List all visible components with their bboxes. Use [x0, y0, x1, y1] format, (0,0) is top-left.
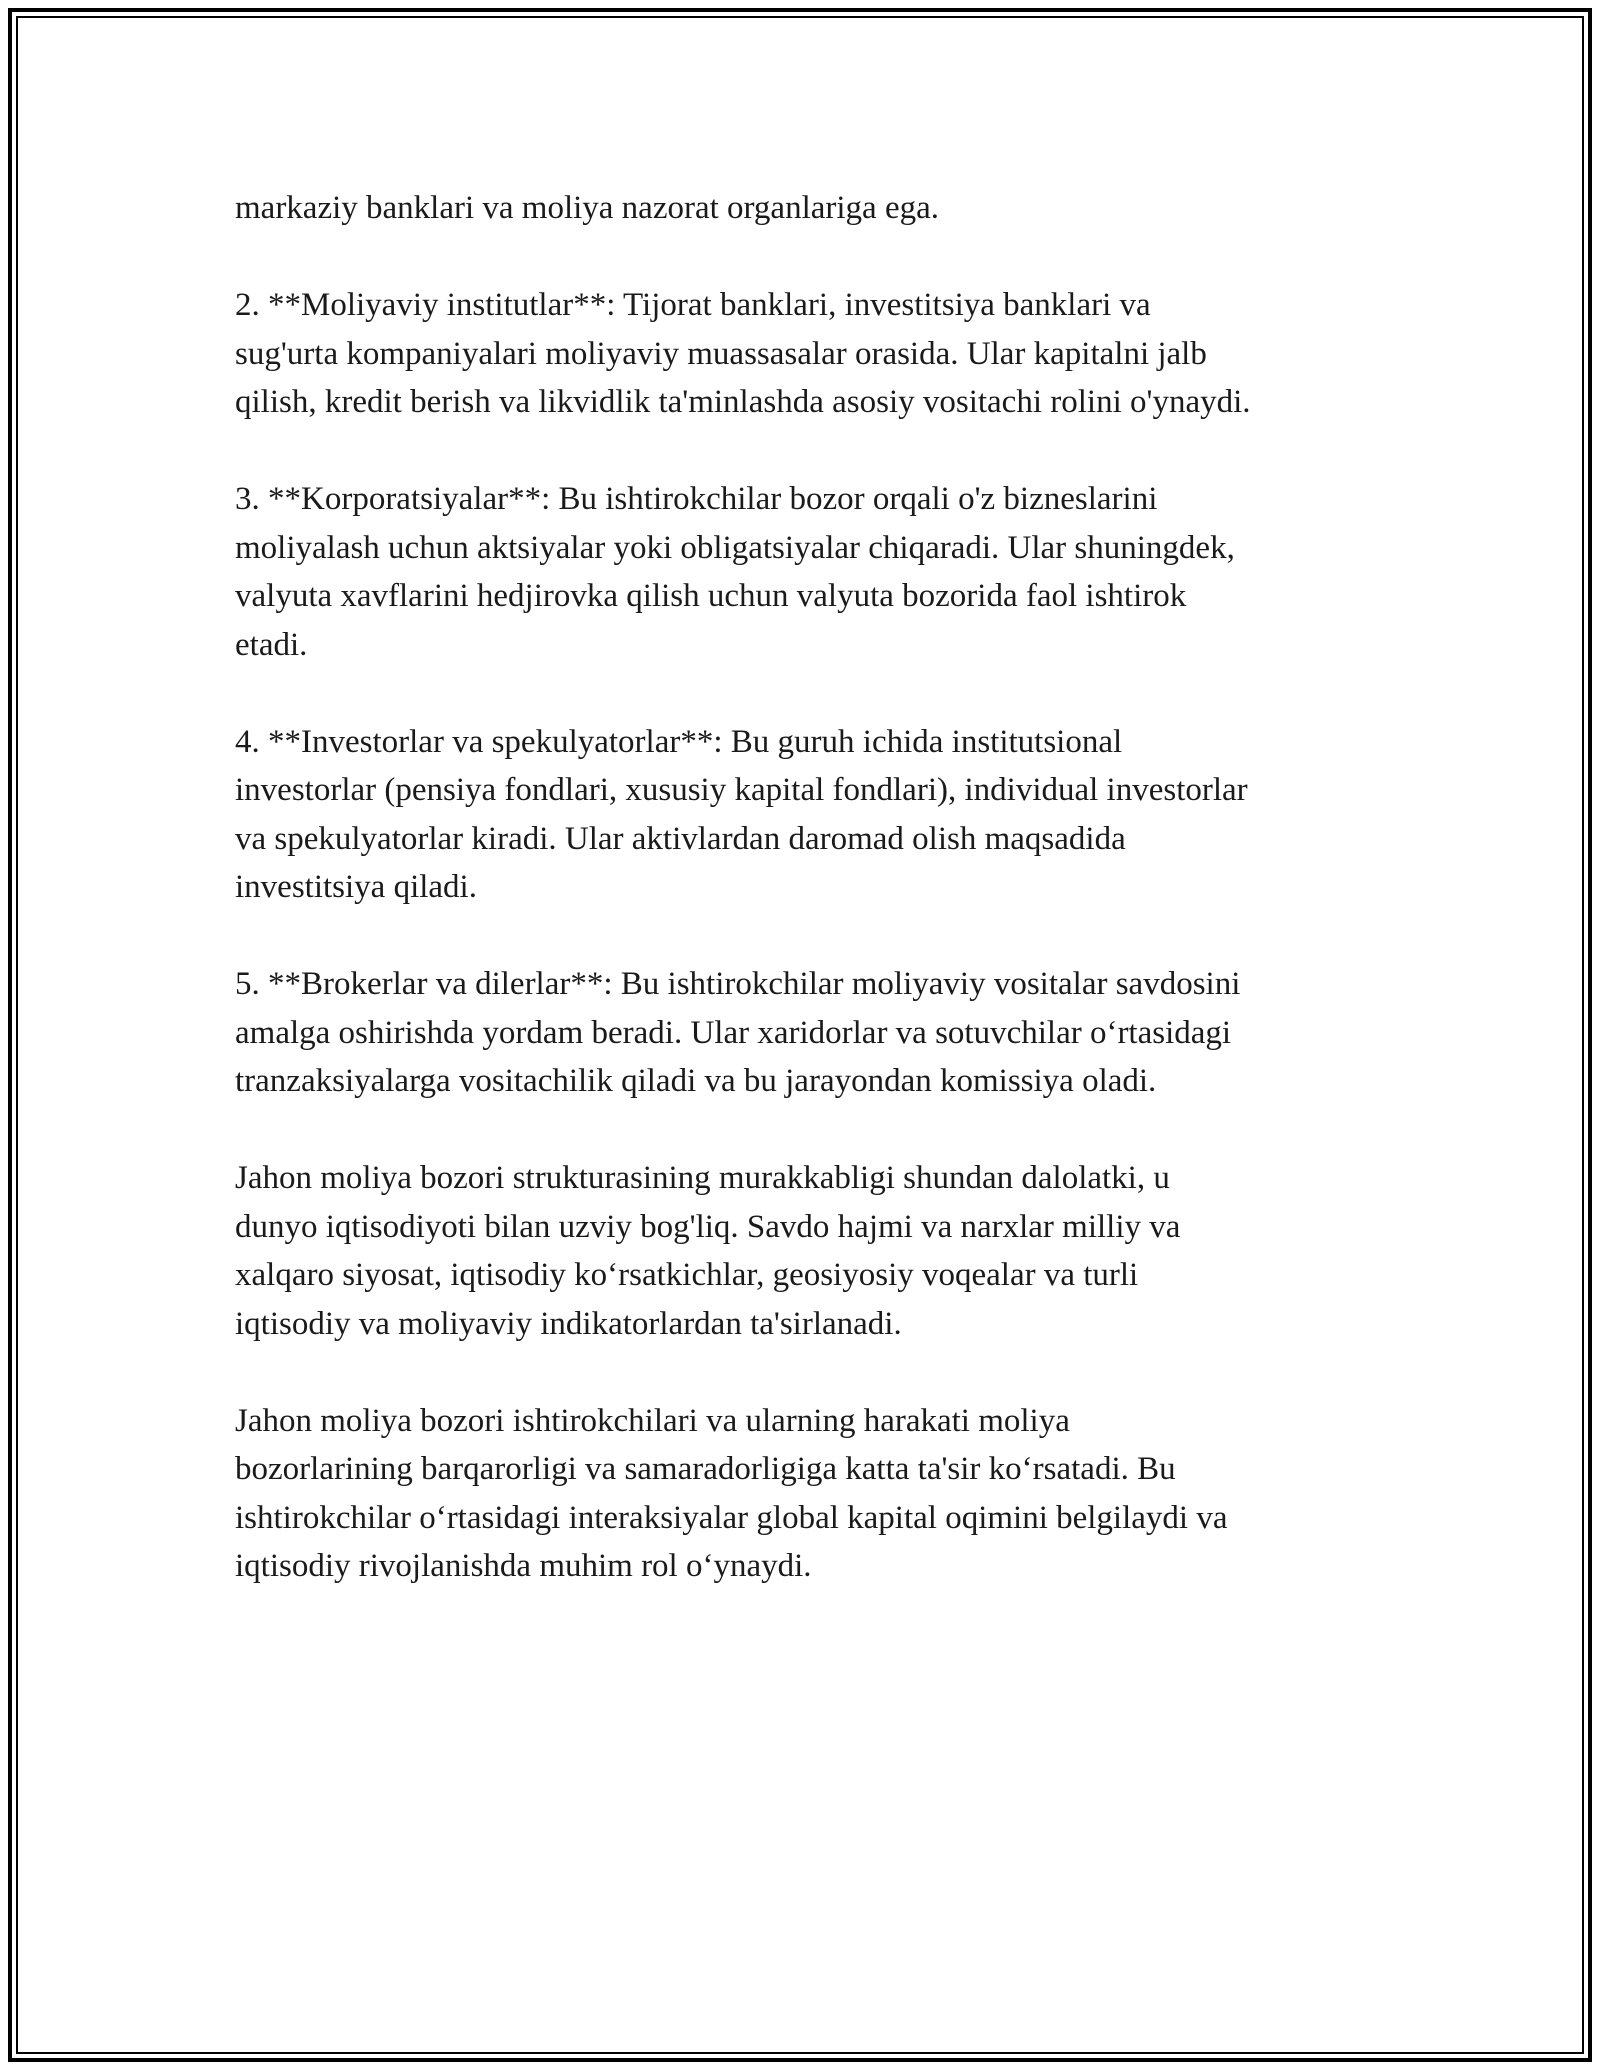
text-line: va spekulyatorlar kiradi. Ular aktivlardan daromad olish maqsadida: [235, 820, 1126, 857]
text-line: valyuta xavflarini hedjirovka qilish uchun valyuta bozorida faol ishtirok: [235, 578, 1187, 614]
paragraph-brokers: [235, 960, 1375, 1106]
paragraph-investors: [235, 718, 1375, 912]
text-line: moliyalash uchun aktsiyalar yoki obligatsiyalar chiqaradi. Ular shuningdek,: [235, 529, 1235, 566]
text-line: Jahon moliya bozori strukturasining murakkabligi shundan dalolatki, u: [235, 1160, 1170, 1196]
text-line: xalqaro siyosat, iqtisodiy koʻrsatkichlar, geosiyosiy voqealar va turli: [235, 1257, 1139, 1293]
text-line: amalga oshirishda yordam beradi. Ular xaridorlar va sotuvchilar oʻrtasidagi: [235, 1014, 1232, 1051]
text-line: iqtisodiy va moliyaviy indikatorlardan ta'sirlanadi.: [235, 1305, 902, 1342]
paragraph-participants-impact: [235, 1397, 1375, 1591]
text-line: dunyo iqtisodiyoti bilan uzviy bog'liq. Savdo hajmi va narxlar milliy va: [235, 1208, 1181, 1245]
text-line: investitsiya qiladi.: [235, 869, 477, 905]
text-line: markaziy banklari va moliya nazorat organlariga ega.: [235, 190, 939, 226]
text-line: bozorlarining barqarorligi va samaradorligiga katta ta'sir koʻrsatadi. Bu: [235, 1451, 1176, 1487]
text-line: 3. **Korporatsiyalar**: Bu ishtirokchilar bozor orqali o'z bizneslarini: [235, 481, 1158, 517]
text-line: 4. **Investorlar va spekulyatorlar**: Bu guruh ichida institutsional: [235, 723, 1123, 760]
text-line: sug'urta kompaniyalari moliyaviy muassasalar orasida. Ular kapitalni jalb: [235, 335, 1207, 372]
text-line: 5. **Brokerlar va dilerlar**: Bu ishtirokchilar moliyaviy vositalar savdosini: [235, 966, 1241, 1002]
text-line: etadi.: [235, 626, 308, 663]
text-line: iqtisodiy rivojlanishda muhim rol oʻynaydi.: [235, 1548, 812, 1584]
text-line: investorlar (pensiya fondlari, xususiy kapital fondlari), individual investorlar: [235, 772, 1248, 808]
text-line: qilish, kredit berish va likvidlik ta'minlashda asosiy vositachi rolini o'ynaydi.: [235, 384, 1251, 420]
document-body: [235, 184, 1375, 1639]
text-line: ishtirokchilar oʻrtasidagi interaksiyalar global kapital oqimini belgilaydi va: [235, 1499, 1228, 1536]
text-line: 2. **Moliyaviy institutlar**: Tijorat banklari, investitsiya banklari va: [235, 287, 1151, 323]
paragraph-continuation: [235, 184, 1375, 233]
text-line: Jahon moliya bozori ishtirokchilari va ularning harakati moliya: [235, 1402, 1070, 1439]
text-line: tranzaksiyalarga vositachilik qiladi va bu jarayondan komissiya oladi.: [235, 1063, 1157, 1099]
paragraph-corporations: [235, 475, 1375, 669]
paragraph-financial-institutions: [235, 281, 1375, 427]
paragraph-market-complexity: [235, 1154, 1375, 1348]
